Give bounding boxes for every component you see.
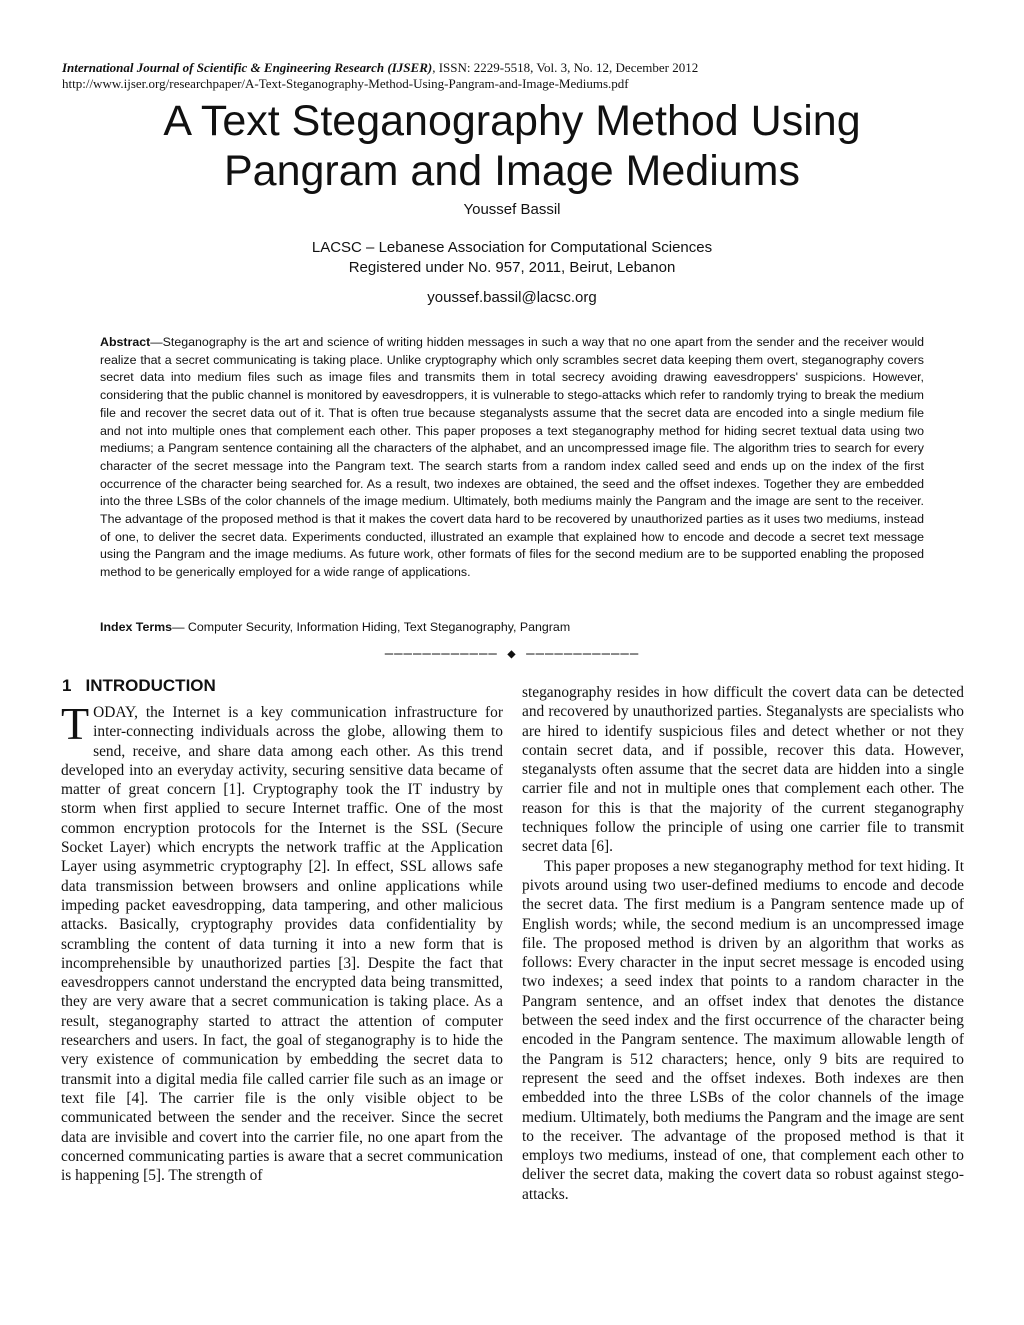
section-number: 1 — [62, 676, 72, 695]
intro-paragraph-1 — [61, 698, 503, 1185]
index-terms-text: — Computer Security, Information Hiding, Text Steganography, Pangram — [172, 620, 571, 634]
abstract-label: Abstract — [100, 335, 151, 349]
title-line-1: A Text Steganography Method Using — [163, 97, 861, 145]
right-column — [522, 683, 964, 1204]
intro-paragraph-2: This paper proposes a new steganography method for text hiding. It pivots around using two user-defined mediums to encode and decode the secret data. The first medium is a Pangram sentence made up of English words; while, the second medium is an uncompressed image file. The proposed method is driven by an algorithm that works as follows: Every character in the input secret message is encoded using two indexes; a seed index that points to a random character in the Pangram sentence, and an offset index that denotes the distance between the seed index and the first occurrence of the character being encoded in the Pangram sentence. The maximum allowable length of the Pangram is 512 characters; hence, only 9 bits are required to represent the seed and the offset indexes. Both indexes are then embedded into the three LSBs of the color channels of the image medium. Ultimately, both mediums the Pangram and the image are sent to the receiver. The advantage of the proposed method is that it employs two mediums, instead of one, that complement each other to deliver the secret data, making the covert data so robust against stego-attacks. — [522, 857, 964, 1203]
author-email: youssef.bassil@lacsc.org — [427, 289, 597, 306]
paper-title — [0, 96, 1024, 196]
author-name: Youssef Bassil — [463, 201, 561, 218]
abstract-text: —Steganography is the art and science of writing hidden messages in such a way that no one apart from the sender and the receiver would realize that a secret communicating is taking place. Unlike cryptography which only scrambles secret data keeping them overt, steganography covers secret data into medium files such as image files and transmits them in total secrecy avoiding drawing eavesdroppers' suspicions. However, considering that the public channel is monitored by eavesdroppers, it is vulnerable to stego-attacks which refer to randomly trying to break the medium file and recover the secret data out of it. That is often true because steganalysts assume that the secret data are encoded into a single medium file and not into multiple ones that complement each other. This paper proposes a text steganography method for hiding secret textual data using two mediums; a Pangram sentence containing all the characters of the alphabet, and an uncompressed image file. The algorithm tries to search for every character of the secret message into the Pangram text. The search starts from a random index called seed and ends up on the index of the first occurrence of the character being searched for. As a result, two indexes are obtained, the seed and the offset indexes. Together they are embedded into the three LSBs of the color channels of the image medium. Ultimately, both mediums mainly the Pangram and the image are sent to the receiver. The advantage of the proposed method is that it makes the covert data hard to be recovered by unauthorized parties as it uses two mediums, instead of one, to deliver the secret data. Experiments conducted, illustrated an example that explained how to encode and decode a secret text message using the Pangram and the image mediums. As future work, other formats of files for the second medium are to be supported enabling the proposed method to be generically employed for a wide range of applications. — [100, 335, 924, 580]
section-title: INTRODUCTION — [85, 676, 216, 695]
drop-cap: T — [61, 698, 90, 749]
paper-url: http://www.ijser.org/researchpaper/A-Text-Steganography-Method-Using-Pangram-and-Image-Mediums.pdf — [62, 76, 629, 91]
title-line-2: Pangram and Image Mediums — [223, 147, 800, 195]
author-affiliation: LACSC – Lebanese Association for Computational Sciences — [311, 239, 713, 256]
intro-paragraph-1-text: ODAY, the Internet is a key communication infrastructure for inter-connecting individuals across the globe, allowing them to send, receive, and share data among each other. As this trend developed into an everyday activity, securing sensitive data became of matter of great concern [1]. Cryptography took the IT industry by storm when first applied to secure Internet traffic. One of the most common encryption protocols for the Internet is the SSL (Secure Socket Layer) which encrypts the network traffic at the Application Layer using asymmetric cryptography [2]. In effect, SSL allows safe data transmission between browsers and online applications while impeding packet eavesdropping, data tampering, and other malicious attacks. Basically, cryptography provides data confidentiality by scrambling the content of data turning it into a new form that is incomprehensible by unauthorized parties [3]. Despite the fact that eavesdroppers cannot understand the encrypted data being transmitted, they are very aware that a secret communication is taking place. As a result, steganography started to attract the attention of computer researchers and users. In fact, the goal of steganography is to hide the very existence of communication by embedding the secret data to transmit into a digital media file called carrier file such as an image or text file [4]. The carrier file is the only visible object to be communicated between the sender and the receiver. Since the secret data are invisible and covert into the carrier file, no one apart from the concerned communicating parties is aware that a secret communication is happening [5]. The strength of — [61, 704, 503, 1185]
index-terms — [100, 619, 924, 636]
intro-paragraph-1-continued: steganography resides in how difficult the covert data can be detected and recovered by unauthorized parties. Steganalysts are specialists who are hired to identify suspicious files and detect whether or not they contain secret data, and if possible, recover this data. However, steganalysts often assume that the secret data are hidden into a single carrier file and not in multiple ones that complement each other. The reason for this is that the majority of the current steganography techniques follow the principle of using one carrier file to transmit secret data [6]. — [522, 684, 964, 856]
journal-citation — [62, 60, 962, 76]
journal-meta: , ISSN: 2229-5518, Vol. 3, No. 12, December 2012 — [432, 60, 699, 75]
index-terms-label: Index Terms — [100, 620, 173, 634]
journal-name: International Journal of Scientific & Engineering Research (IJSER) — [62, 60, 433, 75]
section-heading — [62, 676, 216, 696]
left-column — [61, 698, 503, 1185]
journal-header — [62, 60, 962, 92]
abstract — [100, 334, 924, 582]
section-separator: ———————————— ◆ ———————————— — [384, 646, 640, 662]
author-registration: Registered under No. 957, 2011, Beirut, Lebanon — [348, 259, 676, 276]
